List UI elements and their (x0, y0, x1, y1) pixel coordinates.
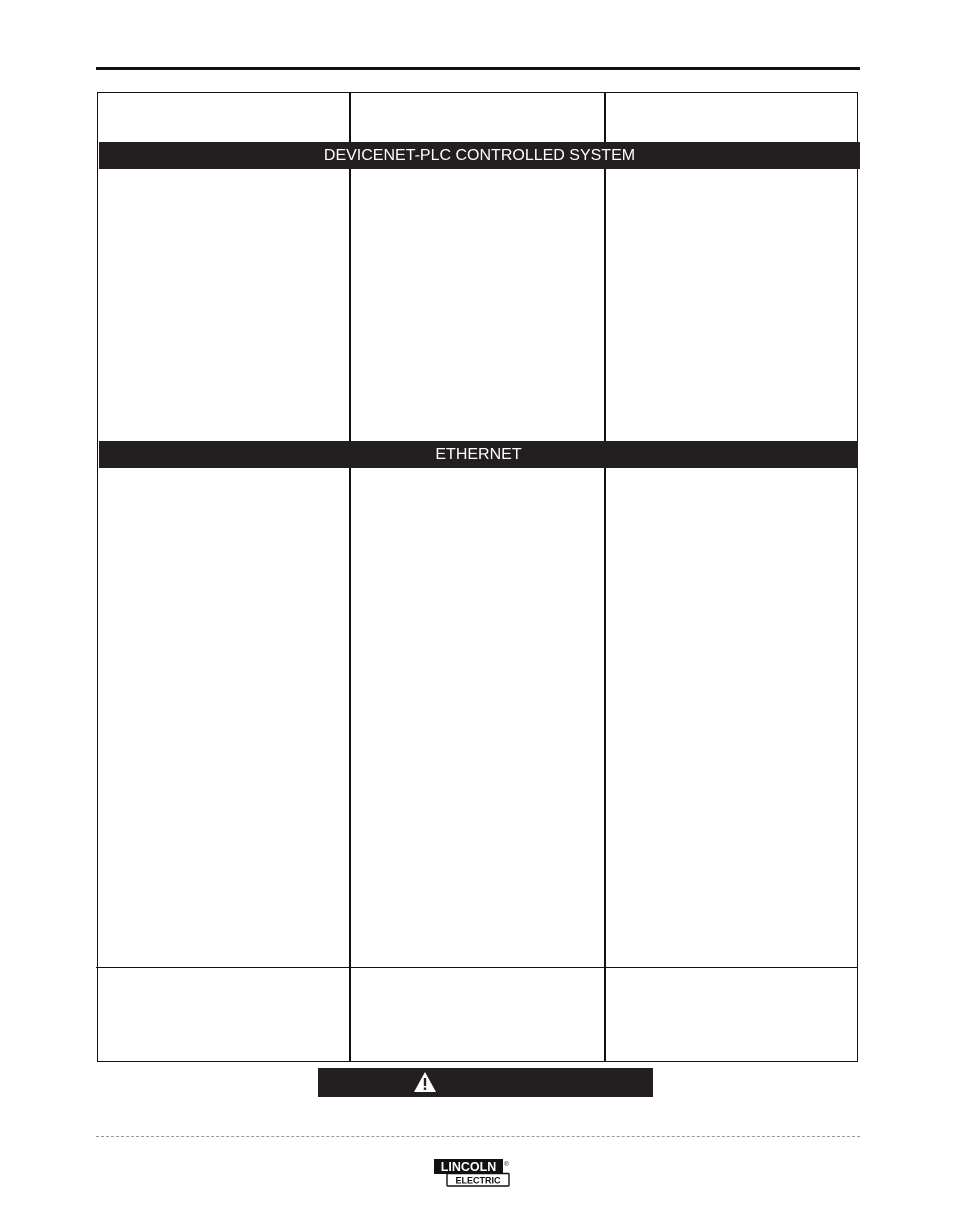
column-divider-1 (349, 92, 351, 1062)
logo-text-electric: ELECTRIC (455, 1175, 501, 1186)
column-divider-2 (604, 92, 606, 1062)
footer-dashed-rule (96, 1136, 860, 1137)
row-divider (96, 967, 858, 968)
warning-bar (318, 1068, 653, 1097)
top-rule (96, 67, 860, 70)
section-header-devicenet: DEVICENET-PLC CONTROLLED SYSTEM (99, 142, 860, 169)
section-header-ethernet: ETHERNET (99, 441, 858, 468)
header-cell-action (607, 92, 857, 142)
header-cell-causes (352, 92, 604, 142)
header-cell-problems (98, 92, 348, 142)
table-frame (97, 92, 858, 1062)
lincoln-electric-logo (433, 1158, 511, 1188)
logo-text-lincoln: LINCOLN (440, 1160, 497, 1174)
warning-triangle-icon (413, 1071, 437, 1093)
logo-registered-mark: ® (504, 1162, 509, 1168)
